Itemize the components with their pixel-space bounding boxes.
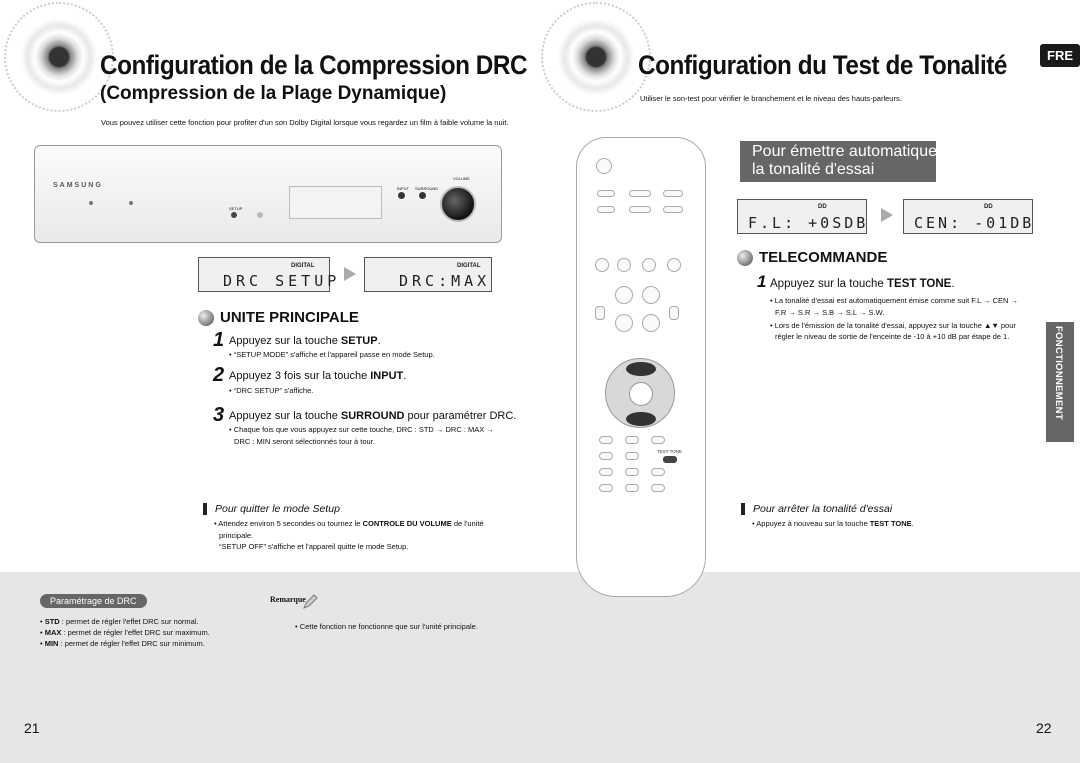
lcd-drc-setup: DIGITAL DRC SETUP (198, 257, 330, 292)
stereo-button (257, 212, 263, 218)
device-volume-label: VOLUME (453, 176, 470, 181)
arrow-right-icon (881, 208, 893, 222)
tone-banner: Pour émettre automatiquement la tonalité d'essai (740, 141, 936, 182)
remark-title: Remarque (270, 595, 306, 604)
navigation-pad (605, 358, 675, 428)
left-intro: Vous pouvez utiliser cette fonction pour profiter d'un son Dolby Digital lorsque vous regardez un film à faible volume la nuit. (101, 118, 509, 127)
param-std: • STD : permet de régler l'effet DRC sur normal. (40, 617, 199, 626)
disc-icon (18, 16, 100, 98)
device-display (289, 186, 382, 219)
notes-band (0, 572, 1080, 763)
device-brand: SAMSUNG (53, 182, 103, 189)
volume-knob (440, 186, 476, 222)
left-step-3: 3 Appuyez sur la touche SURROUND pour paramétrer DRC. • Chaque fois que vous appuyez sur cette touche, DRC : STD → DRC : MAX → DRC : MIN seront sélectionnés tour à tour. (213, 404, 517, 446)
right-step-1: 1 Appuyez sur la touche TEST TONE. (757, 272, 955, 291)
drc-parameter-list (40, 616, 210, 649)
device-setup-label: SETUP (229, 206, 243, 211)
tone-order-line-1: • La tonalité d'essai est automatiquement émise comme suit F.L → CEN → (770, 296, 1019, 305)
standby-led (129, 201, 133, 205)
param-min: • MIN : permet de régler l'effet DRC sur minimum. (40, 639, 205, 648)
quit-setup-line-3: “SETUP OFF” s'affiche et l'appareil quitte le mode Setup. (219, 542, 409, 551)
section-telecommande: TELECOMMANDE (737, 249, 887, 266)
remote-test-tone-label: TEST TONE (657, 449, 683, 454)
tone-level-line-2: régler le niveau de sortie de l'enceinte de -10 à +10 dB par étape de 1. (775, 332, 1010, 341)
section-bullet-icon (198, 310, 214, 326)
up-arrow-icon (626, 362, 656, 376)
section-unite-principale: UNITE PRINCIPALE (198, 309, 359, 326)
device-input-label: INPUT (397, 186, 409, 191)
disc-icon (555, 16, 637, 98)
tone-level-line-1: • Lors de l'émission de la tonalité d'essai, appuyez sur la touche ▲▼ pour (770, 321, 1016, 330)
lcd-cen-level: DD CEN: -01DB (903, 199, 1033, 234)
quit-setup-heading: Pour quitter le mode Setup (203, 503, 340, 515)
language-badge: FRE (1040, 44, 1080, 67)
pencil-icon (302, 594, 316, 608)
left-step-2: 2 Appuyez 3 fois sur la touche INPUT. • “DRC SETUP” s'affiche. (213, 364, 407, 395)
down-arrow-icon (626, 412, 656, 426)
left-page-title: Configuration de la Compression DRC (100, 50, 528, 80)
right-intro: Utiliser le son-test pour vérifier le branchement et le niveau des hauts-parleurs. (640, 94, 902, 103)
quit-setup-line-2: principale. (219, 531, 254, 540)
param-max: • MAX : permet de régler l'effet DRC sur maximum. (40, 628, 210, 637)
section-bullet-icon (737, 250, 753, 266)
lcd-fl-level: DD F.L: +0SDB (737, 199, 867, 234)
tone-order-line-2: F.R → S.R → S.B → S.L → S.W. (775, 308, 885, 317)
drc-parameter-tag: Paramétrage de DRC (40, 594, 147, 608)
left-step-1: 1 Appuyez sur la touche SETUP. • “SETUP MODE” s'affiche et l'appareil passe en mode Setup. (213, 329, 435, 359)
power-icon (596, 158, 612, 174)
test-tone-button (663, 456, 677, 463)
enter-button (629, 382, 653, 406)
main-unit-illustration (34, 145, 502, 243)
setup-button (231, 212, 237, 218)
surround-button (419, 192, 426, 199)
arrow-right-icon (344, 267, 356, 281)
stop-tone-text: • Appuyez à nouveau sur la touche TEST TONE. (752, 519, 914, 528)
remote-control-illustration (576, 137, 706, 597)
lcd-drc-max: DIGITAL DRC:MAX (364, 257, 492, 292)
left-page-subtitle: (Compression de la Plage Dynamique) (100, 83, 447, 104)
input-button (398, 192, 405, 199)
device-surround-label: SURROUND (415, 186, 439, 191)
power-led (89, 201, 93, 205)
side-tab: FONCTIONNEMENT (1046, 322, 1074, 442)
remark-text: • Cette fonction ne fonctionne que sur l'unité principale. (295, 622, 478, 631)
stop-tone-heading: Pour arrêter la tonalité d'essai (741, 503, 892, 515)
page-number-right: 22 (1036, 720, 1052, 736)
right-page-title: Configuration du Test de Tonalité (638, 50, 1007, 80)
quit-setup-line-1: • Attendez environ 5 secondes ou tournez le CONTROLE DU VOLUME de l'unité (214, 519, 484, 528)
page-number-left: 21 (24, 720, 40, 736)
